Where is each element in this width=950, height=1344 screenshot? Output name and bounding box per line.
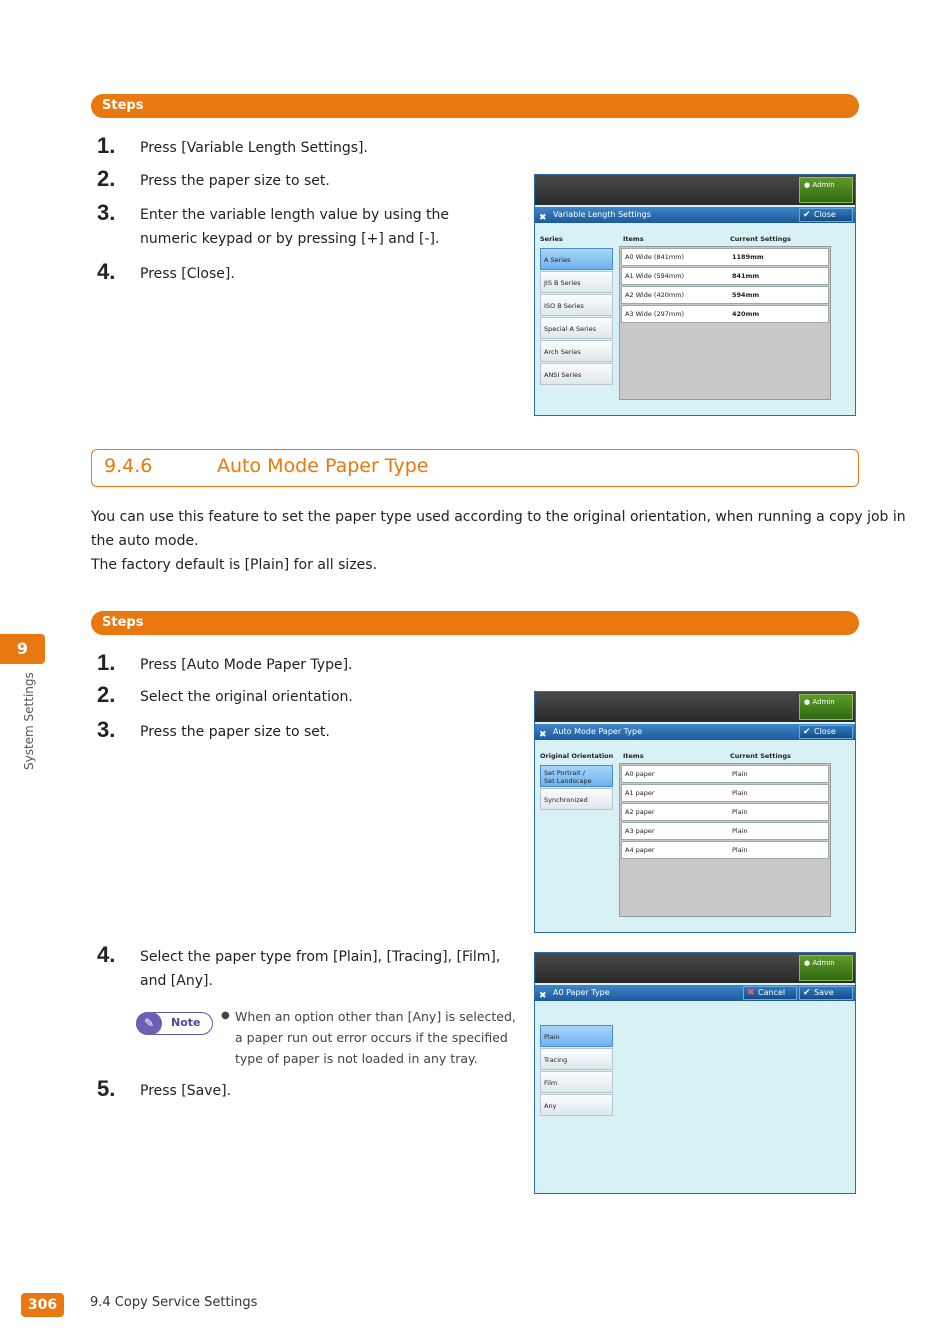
cancel-icon: ✖ xyxy=(747,988,755,998)
item-name: A2 paper xyxy=(625,808,655,816)
step-text: Press the paper size to set. xyxy=(140,724,330,740)
step-number: 3. xyxy=(97,717,116,742)
tools-icon: ✖ xyxy=(539,213,547,223)
step-text: Enter the variable length value by using the numeric keypad or by pressing [+] and [-]. xyxy=(140,207,450,247)
intro-line: the auto mode. xyxy=(91,533,199,549)
close-label: Close xyxy=(814,727,836,736)
step-number: 2. xyxy=(97,166,116,191)
table-row[interactable] xyxy=(621,286,829,304)
table-row[interactable] xyxy=(621,784,829,802)
orientation-list xyxy=(540,765,613,811)
admin-button[interactable] xyxy=(799,694,853,720)
items-table xyxy=(619,763,831,917)
paper-type-list xyxy=(540,1025,613,1117)
item-name: A4 paper xyxy=(625,846,655,854)
admin-label: Admin xyxy=(812,959,835,967)
step-number: 2. xyxy=(97,682,116,707)
item-value: Plain xyxy=(732,827,748,835)
pencil-icon: ✎ xyxy=(136,1012,162,1035)
auto-mode-paper-type-screen xyxy=(534,691,856,933)
screen-title: Variable Length Settings xyxy=(553,210,651,219)
current-settings-header: Current Settings xyxy=(730,752,791,760)
screen-title: A0 Paper Type xyxy=(553,988,610,997)
step-number: 4. xyxy=(97,942,116,967)
paper-type-option[interactable]: Plain xyxy=(540,1025,613,1047)
tools-icon: ✖ xyxy=(539,730,547,740)
cancel-label: Cancel xyxy=(758,988,786,997)
paper-type-option[interactable]: Tracing xyxy=(540,1048,613,1070)
section-title: Auto Mode Paper Type xyxy=(217,455,429,477)
bullet-icon: ● xyxy=(221,1010,230,1021)
tools-icon: ✖ xyxy=(539,991,547,1001)
chapter-tab: 9 xyxy=(0,634,45,664)
table-row[interactable] xyxy=(621,248,829,266)
step-number: 1. xyxy=(97,650,116,675)
series-item[interactable]: Arch Series xyxy=(540,340,613,362)
screen-title: Auto Mode Paper Type xyxy=(553,727,643,736)
series-item[interactable]: ANSI Series xyxy=(540,363,613,385)
step-text: Press the paper size to set. xyxy=(140,173,330,189)
close-button[interactable] xyxy=(799,725,853,739)
item-name: A2 Wide (420mm) xyxy=(625,291,685,299)
admin-label: Admin xyxy=(812,181,835,189)
item-value: Plain xyxy=(732,846,748,854)
item-value: 1189mm xyxy=(732,253,764,261)
steps-header: Steps xyxy=(91,94,859,118)
admin-label: Admin xyxy=(812,698,835,706)
note-text: When an option other than [Any] is selected, a paper run out error occurs if the specified type of paper is not loaded in any tray. xyxy=(235,1009,516,1066)
page-number: 306 xyxy=(21,1293,64,1317)
item-name: A3 Wide (297mm) xyxy=(625,310,685,318)
items-table xyxy=(619,246,831,400)
step-number: 1. xyxy=(97,133,116,158)
item-value: Plain xyxy=(732,808,748,816)
note-label: Note xyxy=(171,1016,201,1029)
item-name: A3 paper xyxy=(625,827,655,835)
check-icon: ✔ xyxy=(803,210,811,220)
series-list xyxy=(540,248,613,386)
step-text: Select the original orientation. xyxy=(140,689,353,705)
series-header: Series xyxy=(540,235,563,243)
screen-title-bar xyxy=(535,985,855,1001)
items-header: Items xyxy=(623,235,644,243)
admin-icon: ● xyxy=(804,959,811,967)
paper-type-option[interactable]: Any xyxy=(540,1094,613,1116)
orientation-synchronized[interactable]: Synchronized xyxy=(540,788,613,810)
step-text: Press [Save]. xyxy=(140,1083,232,1099)
intro-line: The factory default is [Plain] for all sizes. xyxy=(91,557,378,573)
current-settings-header: Current Settings xyxy=(730,235,791,243)
close-button[interactable] xyxy=(799,208,853,222)
item-value: Plain xyxy=(732,770,748,778)
steps-header: Steps xyxy=(91,611,859,635)
step-text: Press [Close]. xyxy=(140,266,235,282)
table-row[interactable] xyxy=(621,822,829,840)
orientation-portrait-landscape[interactable] xyxy=(540,765,613,787)
note-badge xyxy=(136,1012,213,1035)
table-row[interactable] xyxy=(621,765,829,783)
orientation-label: Set Landscape xyxy=(544,777,592,785)
step-text: Press [Variable Length Settings]. xyxy=(140,140,368,156)
save-label: Save xyxy=(814,988,834,997)
item-value: 841mm xyxy=(732,272,760,280)
item-name: A1 Wide (594mm) xyxy=(625,272,685,280)
item-value: 420mm xyxy=(732,310,760,318)
table-row[interactable] xyxy=(621,267,829,285)
section-heading xyxy=(91,449,859,487)
admin-icon: ●​ xyxy=(804,181,811,189)
save-button[interactable] xyxy=(799,986,853,1000)
intro-line: You can use this feature to set the paper type used according to the original orientation, when running a copy job in xyxy=(91,509,906,525)
item-name: A0 Wide (841mm) xyxy=(625,253,685,261)
table-row[interactable] xyxy=(621,305,829,323)
a0-paper-type-screen xyxy=(534,952,856,1194)
item-name: A1 paper xyxy=(625,789,655,797)
admin-icon: ● xyxy=(804,698,811,706)
series-item[interactable]: ISO B Series xyxy=(540,294,613,316)
series-item[interactable]: Special A Series xyxy=(540,317,613,339)
series-item[interactable]: A Series xyxy=(540,248,613,270)
step-number: 3. xyxy=(97,200,116,225)
admin-button[interactable] xyxy=(799,955,853,981)
step-text: Press [Auto Mode Paper Type]. xyxy=(140,657,353,673)
series-item[interactable]: JIS B Series xyxy=(540,271,613,293)
admin-button[interactable] xyxy=(799,177,853,203)
screen-title-bar xyxy=(535,207,855,223)
check-icon: ✔ xyxy=(803,727,811,737)
section-number: 9.4.6 xyxy=(104,455,153,477)
orientation-header: Original Orientation xyxy=(540,752,614,760)
orientation-label: Set Portrait / xyxy=(544,769,585,777)
variable-length-screen xyxy=(534,174,856,416)
step-number: 4. xyxy=(97,259,116,284)
item-value: Plain xyxy=(732,789,748,797)
screen-title-bar xyxy=(535,724,855,740)
items-header: Items xyxy=(623,752,644,760)
item-name: A0 paper xyxy=(625,770,655,778)
paper-type-option[interactable]: Film xyxy=(540,1071,613,1093)
chapter-label: System Settings xyxy=(22,672,36,770)
step-text: Select the paper type from [Plain], [Tracing], [Film], and [Any]. xyxy=(140,949,501,989)
footer-section: 9.4 Copy Service Settings xyxy=(90,1295,258,1310)
step-number: 5. xyxy=(97,1076,116,1101)
cancel-button[interactable] xyxy=(743,986,797,1000)
close-label: Close xyxy=(814,210,836,219)
table-row[interactable] xyxy=(621,841,829,859)
table-row[interactable] xyxy=(621,803,829,821)
item-value: 594mm xyxy=(732,291,760,299)
check-icon: ✔ xyxy=(803,988,811,998)
